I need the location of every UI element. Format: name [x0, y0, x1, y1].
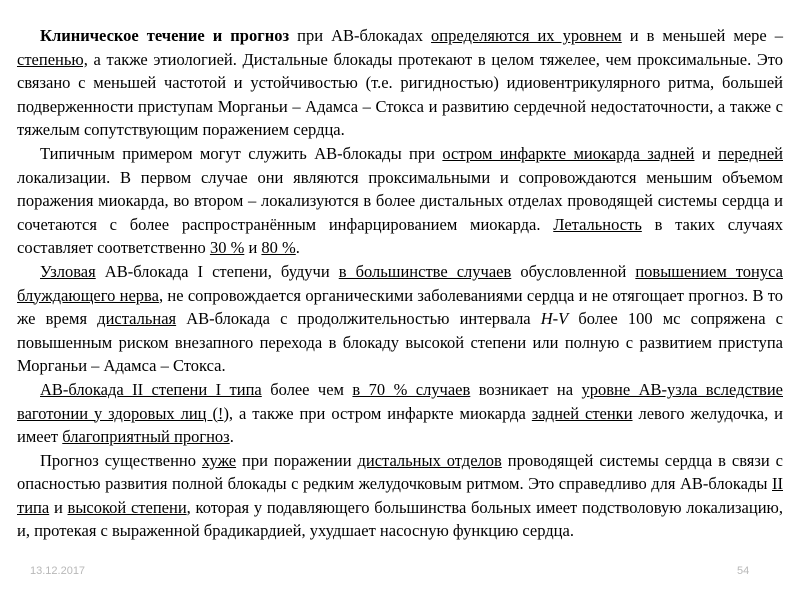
- underlined-text: Узловая: [40, 261, 96, 281]
- text-run: АВ-блокада с продолжительностью интервала: [176, 309, 541, 329]
- underlined-text: повышением тонуса блуждающего нерва: [17, 261, 783, 305]
- text-run: , не сопровождается органическими заболеваниями сердца и не отягощает прогноз. В то же время: [17, 285, 783, 329]
- underlined-text: Летальность: [553, 214, 642, 234]
- text-run: АВ-блокада I степени, будучи: [95, 261, 339, 281]
- paragraph-prognosis-intro: [17, 24, 783, 142]
- text-run: локализации. В первом случае они являются проксимальными и сопровождаются меньшим объемом поражения миокарда, во втором – локализуются в более дистальных отделах проводящей системы сердца и сочетаются с более распространённым инфарцированием миокарда.: [17, 167, 783, 234]
- text-run: ), а также при остром инфаркте миокарда: [223, 403, 532, 423]
- underlined-text: благоприятный прогноз: [62, 427, 230, 447]
- underlined-text: высокой степени: [67, 497, 187, 517]
- text-run: проводящей системы сердца в связи с опасностью развития полной блокады с редким желудочковым ритмом. Это справедливо для АВ-блокады: [17, 450, 784, 494]
- paragraph-distal-prognosis: [17, 449, 783, 543]
- text-run: при поражении: [236, 450, 358, 470]
- underlined-text: в большинстве случаев: [338, 261, 512, 281]
- text-run: левого желудочка, и имеет: [17, 403, 783, 447]
- text-run: , которая у подавляющего большинства больных имеет подстволовую локализацию, и, протекая с выраженной брадикардией, ухудшает насосную функцию сердца.: [17, 497, 783, 541]
- text-run: и в меньшей мере –: [621, 26, 783, 45]
- text-run: при АВ-блокадах: [289, 26, 432, 45]
- underlined-text: уровне АВ-узла вследствие ваготонии у здоровых лиц (!: [17, 379, 783, 423]
- text-run: и: [244, 238, 262, 258]
- paragraph-myocardial-infarction: [17, 142, 783, 260]
- paragraph-second-degree-type-one: [17, 378, 783, 449]
- underlined-text: 80 %: [261, 238, 296, 258]
- text-run: в таких случаях составляет соответственно: [17, 214, 783, 258]
- underlined-text: остром инфаркте миокарда задней: [442, 143, 695, 163]
- text-run: .: [295, 238, 300, 258]
- italic-text: H-V: [540, 309, 569, 329]
- underlined-text: АВ-блокада II степени I типа: [40, 379, 262, 399]
- underlined-text: хуже: [201, 450, 237, 470]
- footer-date: 13.12.2017: [30, 565, 86, 577]
- underlined-text: определяются их уровнем: [431, 26, 622, 45]
- text-run: возникает на: [470, 379, 582, 399]
- text-run: и: [49, 497, 68, 517]
- text-run: обусловленной: [511, 261, 636, 281]
- underlined-text: передней: [718, 143, 783, 163]
- bold-text: Клиническое течение и прогноз: [40, 26, 290, 45]
- text-run: Прогноз существенно: [40, 450, 202, 470]
- text-run: Типичным примером могут служить АВ-блокады при: [40, 143, 443, 163]
- page-number: 54: [737, 565, 750, 577]
- text-run: а также этиологией. Дистальные блокады протекают в целом тяжелее, чем проксимальные. Это связано с меньшей частотой и устойчивостью (т.е. ригидностью) идиовентрикулярного ритма, большей подверженности приступам Морганьи – Адамса – Стокса и развитию сердечной недостаточности, а также с тяжелым сопутствующим поражением сердца.: [17, 49, 783, 140]
- underlined-text: в 70 % случаев: [352, 379, 471, 399]
- underlined-text: дистальная: [97, 309, 177, 329]
- underlined-text: 30 %: [209, 238, 245, 258]
- underlined-text: задней стенки: [531, 403, 633, 423]
- slide-body: [17, 24, 783, 543]
- underlined-text: II типа: [17, 474, 783, 517]
- text-run: более чем: [261, 379, 353, 399]
- underlined-text: степенью,: [17, 49, 88, 69]
- underlined-text: дистальных отделов: [357, 450, 502, 470]
- text-run: и: [694, 143, 719, 163]
- paragraph-nodal-block-first-degree: [17, 260, 783, 378]
- text-run: более 100 мс сопряжена с повышенным риском внезапного перехода в блокаду высокой степени или полную с развитием приступа Морганьи – Адамса – Стокса.: [17, 309, 783, 376]
- text-run: .: [229, 427, 234, 447]
